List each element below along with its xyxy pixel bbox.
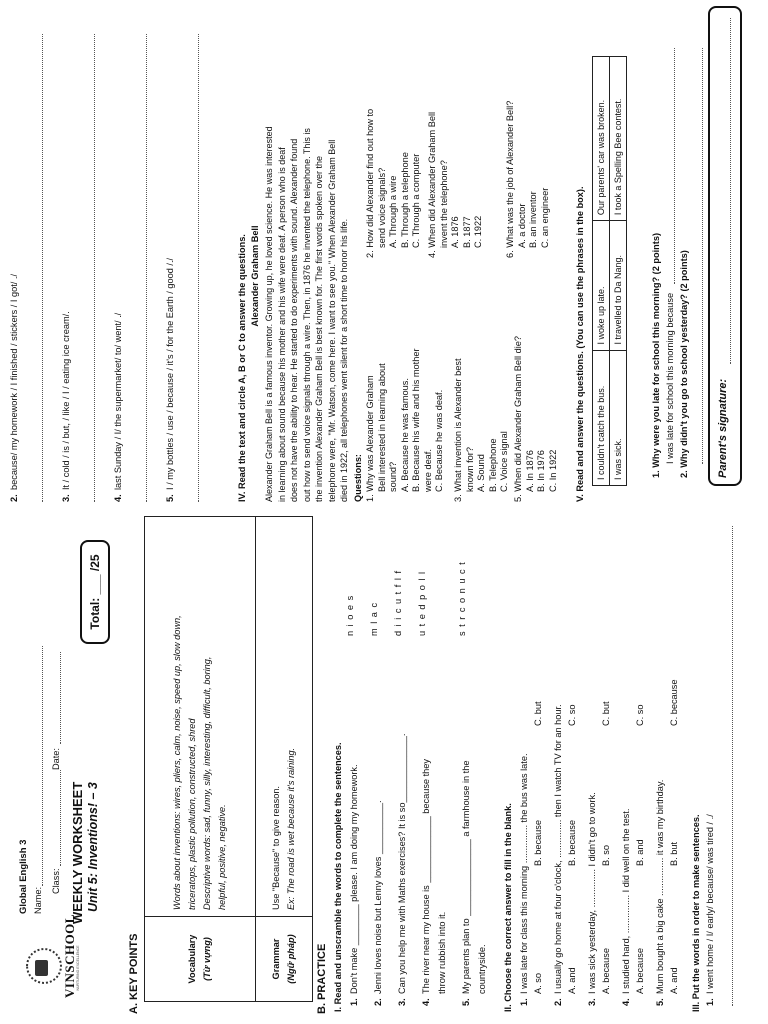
mcq-question: I was sick yesterday, ............... I didn't go to work.: [587, 792, 597, 994]
mcq-option-a[interactable]: A. and: [669, 967, 679, 994]
order-answer-line[interactable]: [146, 34, 147, 502]
order-words: I / my bottles / use / because / it's / for the Earth / good /./: [165, 257, 175, 490]
vocabulary-line-2: triceratops, plastic pollution, constructed, shred: [187, 718, 197, 910]
grammar-line-2: Ex: The road is wet because it's raining.: [286, 747, 296, 910]
unscramble-sentence: The river near my house is _____________ because they: [421, 759, 431, 994]
section-3-heading: III. Put the words in order to make sentences.: [691, 814, 701, 1012]
answer-option[interactable]: B. 1877: [461, 216, 472, 248]
grammar-subheader: (Ngữ pháp): [286, 934, 296, 984]
answer-option[interactable]: B. Through a telephone: [399, 152, 410, 248]
answer-option[interactable]: A. Sound: [476, 454, 486, 492]
answer-option[interactable]: C. Because he was deaf.: [434, 389, 444, 492]
section-5-heading: V. Read and answer the questions. (You can use the phrases in the box).: [575, 186, 585, 502]
question-text: 4. When did Alexander Graham Bell: [427, 111, 437, 258]
order-number: 1.: [705, 998, 715, 1006]
class-label: Class:: [51, 868, 61, 894]
mcq-question: Mum bought a big cake ............... it was my birthday.: [655, 779, 665, 994]
question-text: 2. How did Alexander find out how to: [365, 108, 375, 258]
order-number: 2.: [9, 494, 19, 502]
order-answer-line[interactable]: [732, 526, 733, 1006]
answer-option[interactable]: A. Through a wire: [388, 175, 398, 248]
mcq-number: 3.: [587, 998, 597, 1006]
order-words: I went home / I/ early/ because/ was tired / ./: [705, 814, 715, 994]
mcq-option-c[interactable]: C. but: [601, 701, 611, 726]
unscramble-number: 4.: [421, 998, 431, 1006]
unscramble-sentence: Don't make ________ please. I am doing my homework.: [349, 764, 359, 994]
question-text: 6. What was the job of Alexander Bell?: [505, 100, 515, 258]
unscramble-number: 1.: [349, 998, 359, 1006]
answer-option[interactable]: C. Voice signal: [499, 431, 509, 492]
vocabulary-line-3: Descriptive words: sad, funny, silly, interesting, difficult, boring,: [202, 656, 212, 910]
question-text: were deaf.: [422, 449, 433, 492]
vocabulary-line-1: Words about inventions: wires, pliers, calm, noise, speed up, slow down,: [172, 615, 182, 910]
key-points-heading: A. KEY POINTS: [128, 933, 140, 1014]
answer-v1-prompt: I was late for school this morning because: [665, 292, 675, 464]
question-text: 1. Why was Alexander Graham: [365, 375, 375, 502]
grammar-header: Grammar: [271, 938, 281, 980]
passage-line: telephone were, "Mr. Watson, come here. I want to see you." When Alexander Graham Bell: [326, 139, 337, 502]
logo-tagline: NURTURING EXCELLENCE: [76, 945, 80, 991]
answer-option[interactable]: A. Because he was famous.: [399, 378, 410, 492]
unscramble-number: 5.: [461, 998, 471, 1006]
answer-option[interactable]: B. Because his wife and his mother: [411, 348, 421, 492]
mcq-option-a[interactable]: A. so: [533, 973, 543, 994]
phrase-cell: I was sick.: [610, 350, 627, 485]
order-answer-line[interactable]: [42, 34, 43, 502]
mcq-option-a[interactable]: A. and: [567, 967, 577, 994]
question-text: known for?: [464, 447, 475, 492]
class-line[interactable]: [60, 770, 61, 866]
school-logo: [24, 914, 82, 998]
total-score-box: Total: ___ /25: [80, 540, 110, 644]
passage-line: out how to send voice signals through a wire. Then, in 1876 he invented the telephone. This is: [301, 128, 312, 502]
mcq-question: I studied hard, ............... I did well on the test.: [621, 808, 631, 994]
phrase-cell: I took a Spelling Bee contest.: [610, 57, 627, 221]
mcq-number: 5.: [655, 998, 665, 1006]
mcq-number: 2.: [553, 998, 563, 1006]
phrase-box: [592, 56, 627, 486]
phrase-cell: Our parents' car was broken.: [593, 57, 610, 221]
book-icon: [35, 960, 48, 976]
vocabulary-header: Vocabulary: [187, 934, 197, 984]
right-page: [0, 6, 768, 506]
questions-label: Questions:: [353, 454, 363, 502]
order-answer-line[interactable]: [94, 34, 95, 502]
question-text: 5. When did Alexander Graham Bell die?: [513, 336, 523, 502]
left-page: [0, 510, 768, 1016]
answer-v1-line[interactable]: [674, 48, 675, 284]
mcq-option-b[interactable]: B. so: [601, 845, 611, 866]
mcq-option-b[interactable]: B. but: [669, 841, 679, 866]
mcq-option-a[interactable]: A. because: [635, 948, 645, 994]
question-text: sound?: [388, 461, 398, 492]
scrambled-letters: m l a c: [369, 601, 379, 636]
scrambled-letters: s t r c o n u c t: [457, 561, 467, 636]
answer-option[interactable]: C. 1922: [473, 215, 483, 248]
passage-line: does not have the ability to hear. He started to do experiments with sound. Alexander found: [289, 138, 299, 502]
unit-title: Unit 5: Inventions! – 3: [86, 782, 100, 912]
answer-option[interactable]: A. a doctor: [516, 203, 527, 248]
passage-line: died in 1922, all telephones went silent for a short time to honor his life.: [339, 218, 349, 502]
course-title: Global English 3: [18, 839, 29, 914]
signature-box: [708, 6, 742, 486]
key-points-table: [144, 516, 313, 1002]
question-text: send voice signals?: [376, 167, 387, 248]
passage-line: Alexander Graham Bell is a famous inventor. Growing up, he loved science. He was interested: [264, 126, 274, 502]
phrase-cell: I couldn't catch the bus.: [593, 350, 610, 485]
question-text: Bell interested in learning about: [376, 363, 387, 492]
vocabulary-header-cell: [145, 917, 256, 1002]
answer-option[interactable]: C. an engineer: [539, 187, 550, 248]
mcq-question: I was late for class this morning ............... the bus was late.: [519, 753, 529, 994]
date-label: Date:: [51, 748, 61, 770]
phrase-cell: I woke up late.: [593, 221, 610, 350]
section-1-heading: I. Read and unscramble the words to complete the sentences.: [333, 742, 343, 1012]
name-label: Name:: [33, 886, 43, 914]
mcq-option-c[interactable]: C. because: [669, 679, 679, 726]
mcq-number: 4.: [621, 998, 631, 1006]
answer-v2-line[interactable]: [702, 48, 703, 464]
practice-heading: B. PRACTICE: [316, 943, 328, 1014]
grammar-content-cell: [256, 517, 313, 917]
passage-line: in learning about sound because his mother and his wife were deaf. A person who is deaf: [276, 147, 287, 502]
vocabulary-content-cell: [145, 517, 256, 917]
question-v1: 1. Why were you late for school this morning? (2 points): [651, 232, 661, 478]
answer-option[interactable]: A. 1876: [450, 216, 460, 248]
unscramble-sentence: Jenni loves noise but Lenny loves __________.: [373, 800, 383, 994]
vocabulary-line-4: helpful, positive, negative.: [217, 804, 227, 910]
order-number: 3.: [61, 494, 71, 502]
order-number: 5.: [165, 494, 175, 502]
scrambled-letters: u t e d p o l l: [417, 570, 427, 636]
date-line[interactable]: [60, 652, 61, 744]
phrase-cell: I travelled to Da Nang.: [610, 221, 627, 350]
unscramble-sentence: My parents plan to _______________ a farmhouse in the: [461, 760, 471, 994]
section-4-heading: IV. Read the text and circle A, B or C to answer the questions.: [237, 234, 247, 502]
scrambled-letters: n i o e s: [345, 594, 355, 636]
mcq-option-c[interactable]: C. so: [567, 704, 577, 726]
unscramble-number: 3.: [397, 998, 407, 1006]
mcq-option-c[interactable]: C. so: [635, 704, 645, 726]
question-text: 3. What invention is Alexander best: [453, 358, 463, 502]
order-number: 4.: [113, 494, 123, 502]
order-words: last Sunday / I/ the supermarket/ to/ went/ ./: [113, 312, 123, 490]
logo-wordmark: VINSCHOOL: [62, 914, 77, 998]
name-line[interactable]: [42, 646, 43, 886]
answer-option[interactable]: B. Telephone: [487, 438, 498, 492]
answer-option[interactable]: A. In 1876: [524, 450, 535, 492]
answer-option[interactable]: C. Through a computer: [411, 153, 421, 248]
grammar-line-1: Use "Because" to give reason.: [271, 786, 281, 910]
order-answer-line[interactable]: [198, 34, 199, 502]
answer-option[interactable]: C. In 1922: [547, 449, 558, 492]
section-2-heading: II. Choose the correct answer to fill in the blank.: [503, 803, 513, 1012]
question-v2: 2. Why didn't you go to school yesterday? (2 points): [679, 250, 689, 478]
mcq-option-a[interactable]: A. because: [601, 948, 611, 994]
mcq-question: I usually go home at four o'clock, ............... then I watch TV for an hour.: [553, 704, 563, 994]
answer-option[interactable]: B. In 1976: [536, 450, 546, 492]
worksheet-title: WEEKLY WORKSHEET: [70, 781, 85, 924]
vocabulary-subheader: (Từ vựng): [202, 937, 212, 981]
unscramble-sentence: throw rubbish into it.: [437, 911, 447, 994]
mcq-number: 1.: [519, 998, 529, 1006]
passage-title: Alexander Graham Bell: [250, 225, 260, 327]
mcq-option-b[interactable]: B. because: [567, 820, 577, 866]
grammar-header-cell: [256, 917, 313, 1002]
unscramble-sentence: Can you help me with Maths exercises? It is so_____________.: [397, 733, 407, 994]
signature-line[interactable]: [730, 18, 731, 364]
mcq-option-c[interactable]: C. but: [533, 701, 543, 726]
scrambled-letters: d i i c u t f l f: [393, 569, 403, 636]
mcq-option-b[interactable]: B. because: [533, 820, 543, 866]
unscramble-sentence: countryside.: [477, 944, 487, 994]
order-words: because/ my homework / I finished / stickers / I got/ ./: [9, 274, 19, 490]
unscramble-number: 2.: [373, 998, 383, 1006]
question-text: invent the telephone?: [438, 160, 449, 248]
mcq-option-b[interactable]: B. and: [635, 839, 645, 866]
answer-option[interactable]: B. an inventor: [528, 191, 538, 248]
passage-line: the invention Alexander Graham Bell is best known for. The first words spoken over the: [314, 155, 324, 502]
signature-label: Parent's signature:: [717, 378, 729, 478]
order-words: It / cold / is / but, / like / I / eating ice cream/.: [61, 311, 71, 490]
